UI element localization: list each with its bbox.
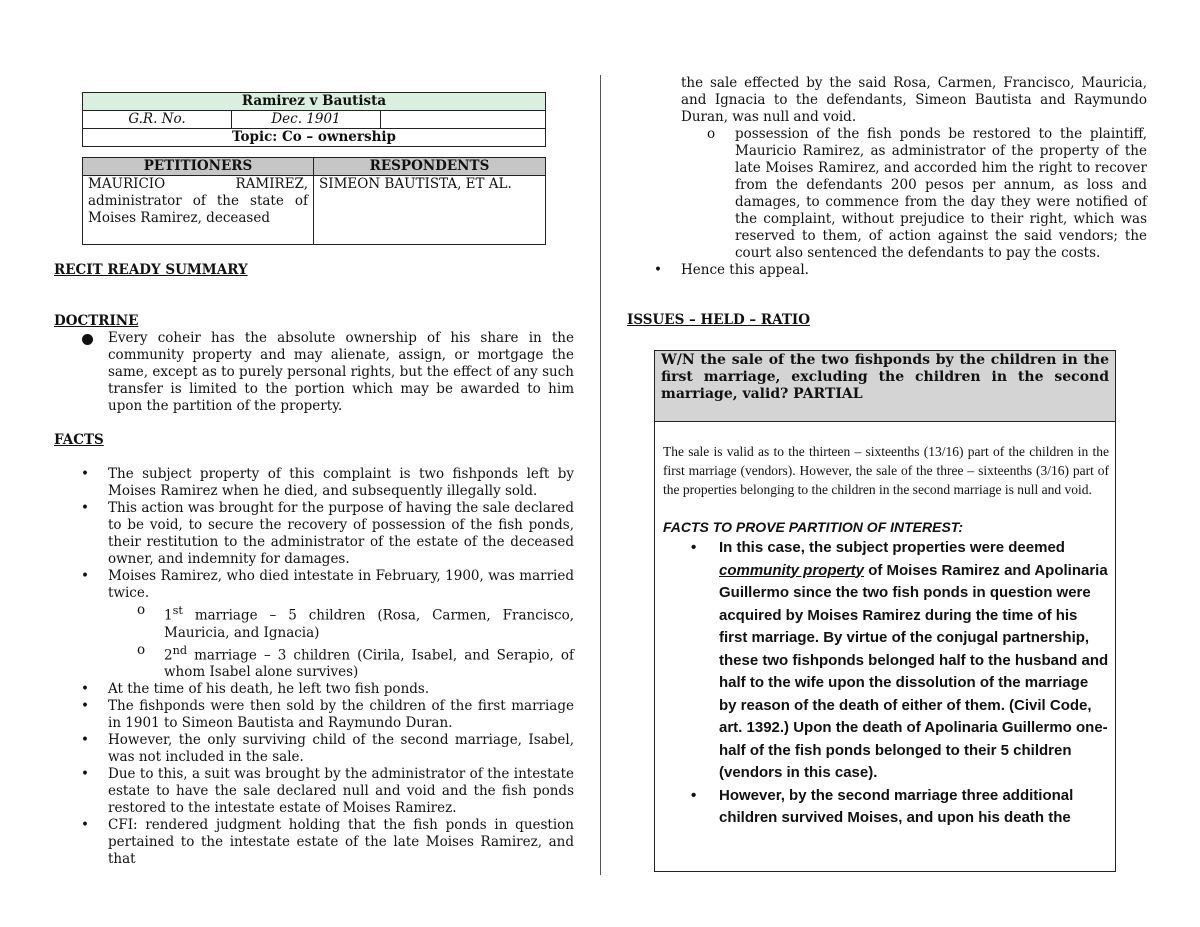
facts-heading: FACTS [54, 432, 104, 448]
column-divider [600, 75, 601, 875]
first-marriage-item [164, 602, 574, 642]
marriage-sublist [108, 602, 574, 681]
doctrine-list [54, 330, 574, 415]
second-marriage-text: marriage – 3 children (Cirila, Isabel, and Serapio, of whom Isabel alone survives) [164, 647, 574, 680]
fact-continuation: the sale effected by the said Rosa, Carmen, Francisco, Mauricia, and Ignacia to the defendants, Simeon Bautista and Raymundo Duran, was null and void. [681, 75, 1147, 125]
cfi-subitem: o possession of the fish ponds be restored to the plaintiff, Mauricio Ramirez, as administrator of the property of the late Moises Ramirez, and accorded him the right to recover from the defendants 200 pesos per annum, as loss and damages, to commence from the day they were notified of the complaint, without prejudice to their right, which was reserved to them, of action against the said vendors; the court also sentenced the defendants to pay the costs. [735, 126, 1147, 262]
proof-item [719, 537, 1109, 785]
doctrine-text: Every coheir has the absolute ownership of his share in the community property and may alienate, assign, or mortgage the same, except as to purely personal rights, but the effect of any such transfer is limited to the portion which may be awarded to him upon the partition of the property. [108, 330, 574, 414]
fact-item: • This action was brought for the purpose of having the sale declared to be void, to secure the recovery of possession of the fish ponds, their restitution to the administrator of the estate of the deceased owner, and indemnity for damages. [108, 500, 574, 568]
second-marriage-item [164, 642, 574, 682]
cfi-sublist [627, 126, 1147, 262]
left-column [54, 92, 574, 868]
fact-item [108, 568, 574, 681]
right-column [627, 75, 1147, 329]
petitioners-header: PETITIONERS [83, 158, 314, 176]
case-date: Dec. 1901 [232, 111, 381, 129]
facts-list-cont [627, 262, 1147, 279]
petitioners-cell: MAURICIO RAMIREZ, administrator of the state of Moises Ramirez, deceased [83, 176, 314, 245]
doctrine-heading: DOCTRINE [54, 313, 139, 329]
first-marriage-text: marriage – 5 children (Rosa, Carmen, Francisco, Mauricia, and Ignacia) [164, 607, 574, 641]
fact-item: • CFI: rendered judgment holding that the fish ponds in question pertained to the intestate estate of the late Moises Ramirez, and that [108, 817, 574, 868]
respondents-header: RESPONDENTS [314, 158, 546, 176]
emphasized-term: community property [719, 561, 865, 579]
empty-cell [381, 111, 546, 129]
parties-table [82, 157, 546, 245]
case-title: Ramirez v Bautista [83, 93, 546, 111]
respondents-cell: SIMEON BAUTISTA, ET AL. [314, 176, 546, 245]
issues-heading: ISSUES – HELD – RATIO [627, 312, 810, 328]
proof-text: In this case, the subject properties were deemed [719, 539, 1065, 556]
recit-heading: RECIT READY SUMMARY [54, 262, 248, 278]
ordinal: 2 [164, 647, 173, 663]
proof-text: of Moises Ramirez and Apolinaria Guillermo since the two fish ponds in question were acquired by Moises Ramirez during the time of his first marriage. By virtue of the conjugal partnership, these two fishponds belonged half to the husband and half to the wife upon the dissolution of the marriage by reason of the death of either of them. (Civil Code, art. 1392.) Upon the death of Apolinaria Guillermo one-half of the fish ponds belonged to their 5 children (vendors in this case). [719, 561, 1109, 781]
proof-section [655, 499, 1115, 830]
fact-item: • The subject property of this complaint is two fishponds left by Moises Ramirez when he died, and subsequently illegally sold. [108, 466, 574, 500]
fact-text: Moises Ramirez, who died intestate in February, 1900, was married twice. [108, 568, 574, 601]
fact-item: • At the time of his death, he left two fish ponds. [108, 681, 574, 698]
gr-number-label: G.R. No. [83, 111, 232, 129]
held-text: The sale is valid as to the thirteen – sixteenths (13/16) part of the children in the first marriage (vendors). However, the sale of the three – sixteenths (3/16) part of the properties belonging to the children in the second marriage is null and void. [663, 444, 1109, 497]
ordinal: 1 [164, 607, 173, 624]
ordinal-suffix: nd [172, 643, 188, 657]
fact-item: • Due to this, a suit was brought by the administrator of the intestate estate to have the sale declared null and void and the fish ponds restored to the intestate estate of Moises Ramirez. [108, 766, 574, 817]
fact-item: • The fishponds were then sold by the children of the first marriage in 1901 to Simeon Bautista and Raymundo Duran. [108, 698, 574, 732]
facts-list [54, 466, 574, 868]
case-header-table [82, 92, 546, 147]
fact-item: • However, the only surviving child of the second marriage, Isabel, was not included in the sale. [108, 732, 574, 766]
issue-box [654, 350, 1116, 872]
proof-item: • However, by the second marriage three additional children survived Moises, and upon his death the [719, 785, 1109, 830]
proof-list [663, 537, 1109, 830]
issue-question: W/N the sale of the two fishponds by the children in the first marriage, excluding the children in the second marriage, valid? PARTIAL [655, 351, 1115, 422]
proof-title: FACTS TO PROVE PARTITION OF INTEREST: [663, 519, 963, 535]
fact-item: • Hence this appeal. [681, 262, 1147, 279]
case-topic: Topic: Co – ownership [83, 129, 546, 147]
ordinal-suffix: st [172, 604, 183, 617]
